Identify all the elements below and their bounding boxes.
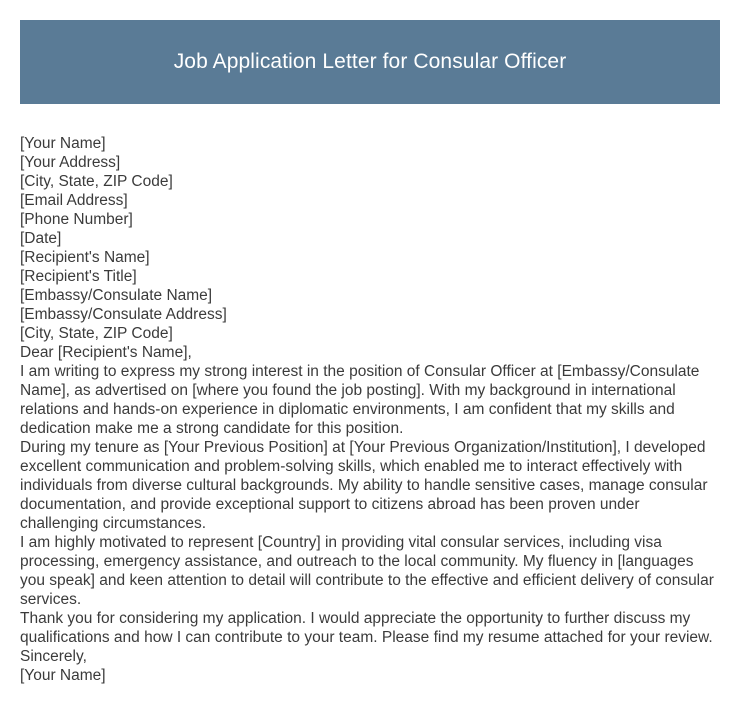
recipient-name: [Recipient's Name] [20, 249, 150, 266]
title-banner [20, 20, 720, 104]
sender-address: [Your Address] [20, 154, 121, 171]
page-title: Job Application Letter for Consular Officer [173, 50, 567, 73]
letter-date: [Date] [20, 230, 62, 247]
paragraph-motivation: I am highly motivated to represent [Country] in providing vital consular services, including visa processing, emergency assistance, and outreach to the local community. My fluency in [languages you speak] and keen attention to detail will contribute to the effective and efficient delivery of consular services. [20, 534, 714, 608]
sender-email: [Email Address] [20, 192, 128, 209]
signature: [Your Name] [20, 667, 106, 684]
sender-phone: [Phone Number] [20, 211, 133, 228]
letter-body [20, 134, 720, 685]
sender-name: [Your Name] [20, 135, 106, 152]
recipient-organization: [Embassy/Consulate Name] [20, 287, 213, 304]
paragraph-experience: During my tenure as [Your Previous Position] at [Your Previous Organization/Institution], I developed excellent communication and problem-solving skills, which enabled me to interact effectively with individuals from diverse cultural backgrounds. My ability to handle sensitive cases, manage consular documentation, and provide exceptional support to citizens abroad has been proven under challenging circumstances. [20, 439, 708, 532]
sender-city-state-zip: [City, State, ZIP Code] [20, 173, 173, 190]
paragraph-closing: Thank you for considering my application. I would appreciate the opportunity to further discuss my qualifications and how I can contribute to your team. Please find my resume attached for your review. [20, 610, 713, 646]
paragraph-intro: I am writing to express my strong interest in the position of Consular Officer at [Embassy/Consulate Name], as advertised on [where you found the job posting]. With my background in international relations and hands-on experience in diplomatic environments, I am confident that my skills and dedication make me a strong candidate for this position. [20, 363, 700, 437]
salutation: Dear [Recipient's Name], [20, 344, 192, 361]
closing: Sincerely, [20, 648, 87, 665]
recipient-title: [Recipient's Title] [20, 268, 137, 285]
recipient-city-state-zip: [City, State, ZIP Code] [20, 325, 173, 342]
recipient-address: [Embassy/Consulate Address] [20, 306, 227, 323]
